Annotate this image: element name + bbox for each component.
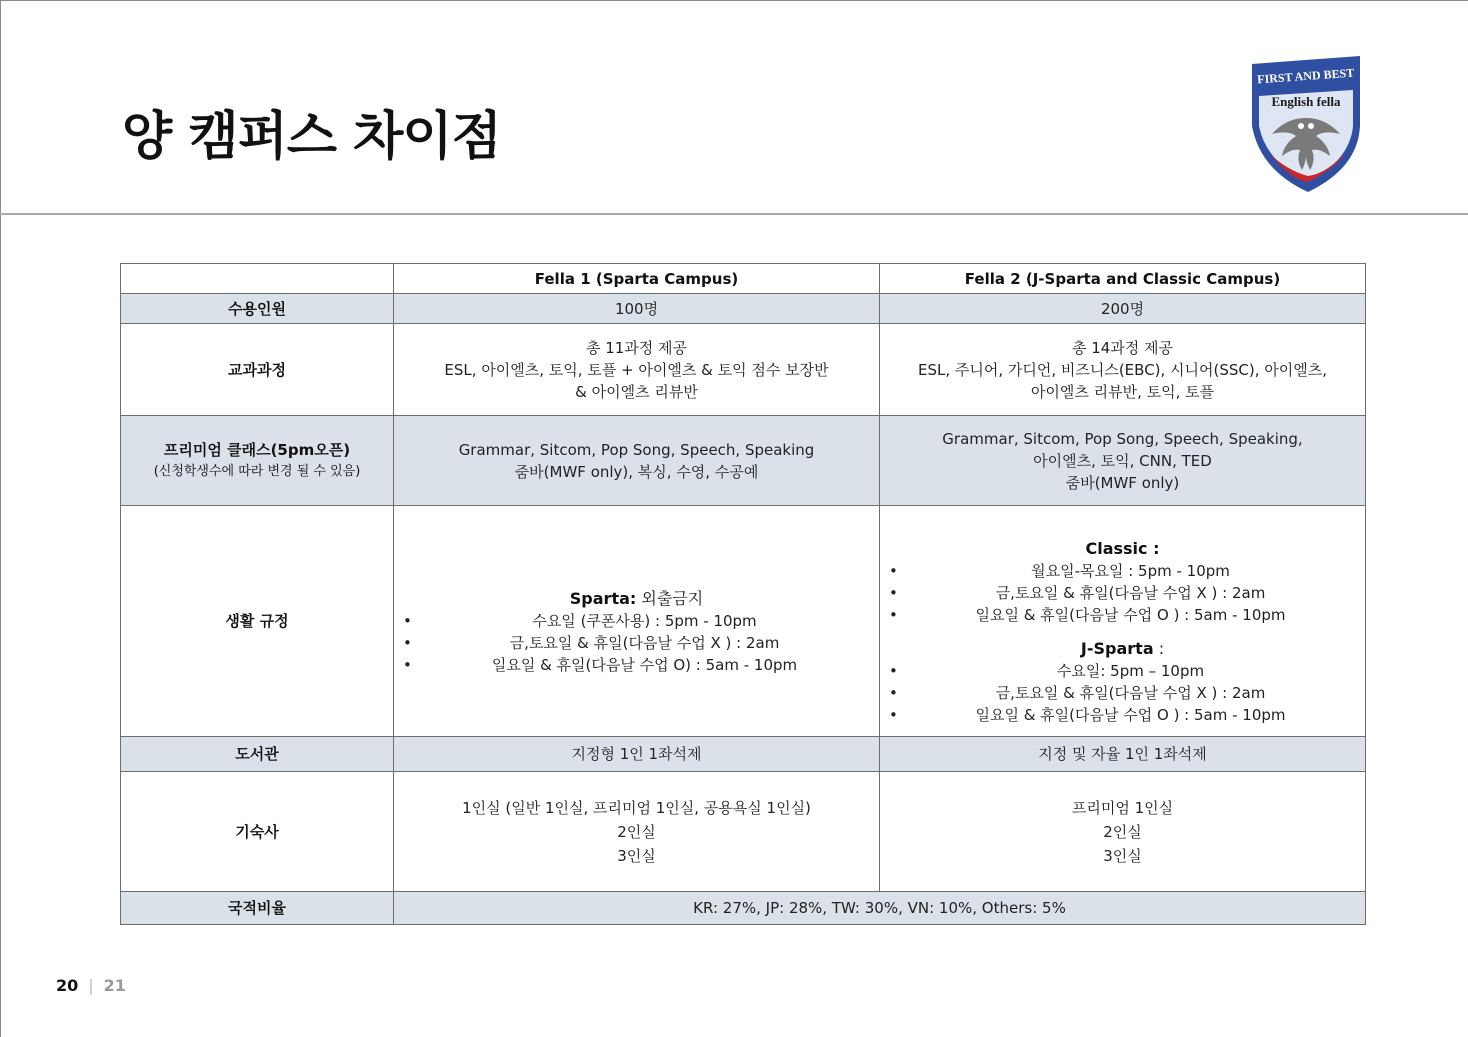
sparta-label: Sparta:	[569, 589, 637, 608]
logo-top-text: FIRST AND BEST	[1256, 65, 1355, 87]
dorm-fella2-line: 프리미엄 1인실	[1071, 798, 1174, 817]
list-item: • 수요일: 5pm – 10pm	[904, 660, 1357, 682]
current-page-number: 20	[56, 976, 79, 995]
dorm-fella2-line: 2인실	[1103, 822, 1142, 841]
row-curriculum	[121, 324, 1366, 416]
next-page-number: 21	[103, 976, 126, 995]
row-capacity	[121, 294, 1366, 324]
list-item: • 수요일 (쿠폰사용) : 5pm - 10pm	[418, 610, 871, 632]
list-item: • 금,토요일 & 휴일(다음날 수업 X ) : 2am	[418, 632, 871, 654]
row-label-dorm: 기숙사	[121, 772, 394, 892]
curriculum-fella1-line: ESL, 아이엘츠, 토익, 토플 + 아이엘츠 & 토익 점수 보장반	[444, 360, 829, 379]
capacity-fella2: 200명	[880, 294, 1366, 324]
dorm-fella1-line: 2인실	[617, 822, 656, 841]
dorm-fella1	[394, 772, 880, 892]
row-premium	[121, 416, 1366, 506]
capacity-fella1: 100명	[394, 294, 880, 324]
rules-fella1-list	[402, 610, 871, 676]
rules-fella1-heading	[402, 588, 871, 610]
curriculum-fella2	[880, 324, 1366, 416]
premium-fella2-line: Grammar, Sitcom, Pop Song, Speech, Speaking,	[942, 429, 1303, 448]
header-row	[121, 264, 1366, 294]
dorm-fella2-line: 3인실	[1103, 846, 1142, 865]
nationality-ratio: KR: 27%, JP: 28%, TW: 30%, VN: 10%, Others: 5%	[394, 892, 1366, 925]
list-item: • 월요일-목요일 : 5pm - 10pm	[904, 560, 1357, 582]
library-fella1: 지정형 1인 1좌석제	[394, 737, 880, 772]
spacer	[888, 626, 1357, 638]
rules-fella1	[394, 506, 880, 737]
classic-label: Classic :	[1085, 539, 1160, 558]
row-label-rules: 생활 규정	[121, 506, 394, 737]
sparta-label-rest: 외출금지	[636, 589, 704, 608]
list-item: • 일요일 & 휴일(다음날 수업 O ) : 5am - 10pm	[904, 604, 1357, 626]
classic-heading	[888, 538, 1357, 560]
curriculum-fella1-line: & 아이엘츠 리뷰반	[575, 382, 698, 401]
dorm-fella1-line: 1인실 (일반 1인실, 프리미엄 1인실, 공용욕실 1인실)	[462, 798, 811, 817]
row-dorm	[121, 772, 1366, 892]
row-library	[121, 737, 1366, 772]
column-header-fella2: Fella 2 (J-Sparta and Classic Campus)	[880, 264, 1366, 294]
column-header-fella1: Fella 1 (Sparta Campus)	[394, 264, 880, 294]
row-label-capacity: 수용인원	[121, 294, 394, 324]
premium-fella1-line: Grammar, Sitcom, Pop Song, Speech, Speaking	[458, 440, 815, 459]
list-item: • 일요일 & 휴일(다음날 수업 O ) : 5am - 10pm	[904, 704, 1357, 726]
premium-fella2-line: 줌바(MWF only)	[1065, 473, 1180, 492]
row-label-curriculum: 교과과정	[121, 324, 394, 416]
jsparta-label: J-Sparta	[1080, 639, 1154, 658]
logo-name: English fella	[1271, 94, 1341, 109]
premium-label: 프리미엄 클래스(5pm오픈)	[163, 440, 351, 459]
jsparta-heading	[888, 638, 1357, 660]
row-label-premium	[121, 416, 394, 506]
classic-list	[888, 560, 1357, 626]
page-number	[56, 976, 126, 995]
row-rules	[121, 506, 1366, 737]
premium-fella2	[880, 416, 1366, 506]
page-separator: |	[88, 976, 94, 995]
jsparta-list	[888, 660, 1357, 726]
dorm-fella1-line: 3인실	[617, 846, 656, 865]
list-item: • 금,토요일 & 휴일(다음날 수업 X ) : 2am	[904, 682, 1357, 704]
row-label-library: 도서관	[121, 737, 394, 772]
rules-fella2	[880, 506, 1366, 737]
curriculum-fella2-line: 총 14과정 제공	[1071, 338, 1174, 357]
library-fella2: 지정 및 자율 1인 1좌석제	[880, 737, 1366, 772]
premium-fella1-line: 줌바(MWF only), 복싱, 수영, 수공예	[514, 462, 759, 481]
english-fella-logo	[1246, 56, 1366, 194]
dorm-fella2	[880, 772, 1366, 892]
premium-fella2-line: 아이엘츠, 토익, CNN, TED	[1033, 451, 1212, 470]
header-divider	[0, 213, 1468, 215]
comparison-table	[120, 263, 1366, 925]
row-nationality	[121, 892, 1366, 925]
column-header-empty	[121, 264, 394, 294]
premium-sublabel: (신청학생수에 따라 변경 될 수 있음)	[153, 463, 361, 479]
list-item: • 금,토요일 & 휴일(다음날 수업 X ) : 2am	[904, 582, 1357, 604]
curriculum-fella1	[394, 324, 880, 416]
page-title: 양 캠퍼스 차이점	[122, 107, 501, 167]
row-label-nationality: 국적비율	[121, 892, 394, 925]
list-item: • 일요일 & 휴일(다음날 수업 O) : 5am - 10pm	[418, 654, 871, 676]
jsparta-label-rest: :	[1153, 639, 1165, 658]
premium-fella1	[394, 416, 880, 506]
curriculum-fella2-line: 아이엘츠 리뷰반, 토익, 토플	[1030, 382, 1215, 401]
curriculum-fella1-line: 총 11과정 제공	[585, 338, 688, 357]
curriculum-fella2-line: ESL, 주니어, 가디언, 비즈니스(EBC), 시니어(SSC), 아이엘츠,	[917, 360, 1328, 379]
